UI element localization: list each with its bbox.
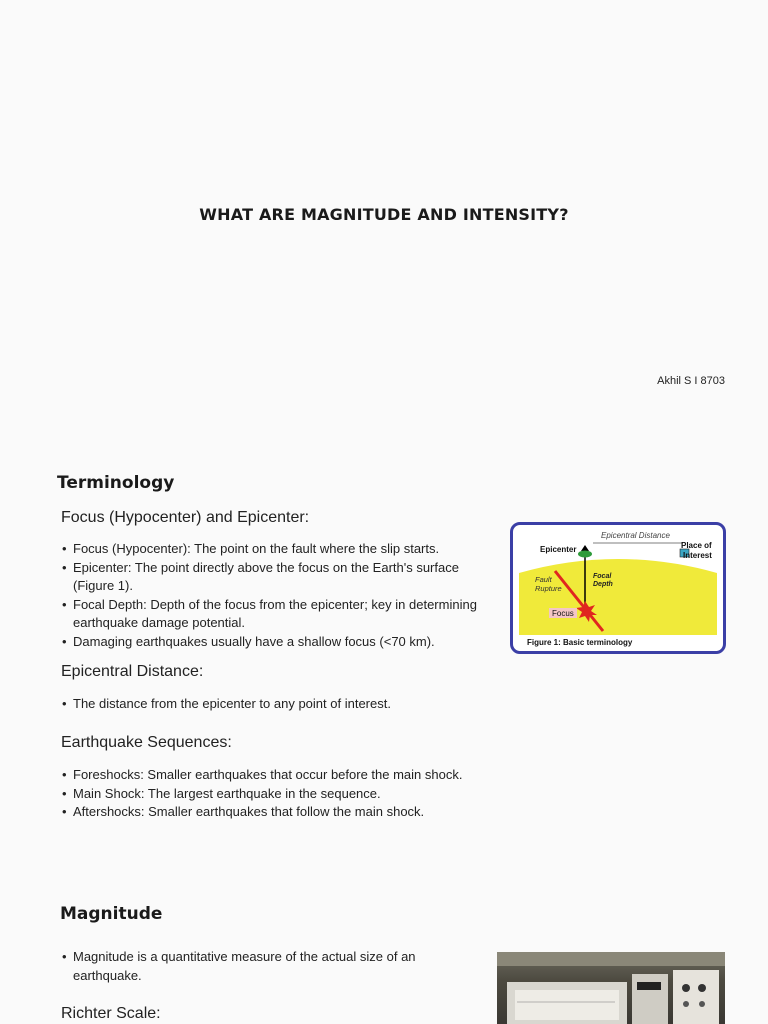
list-item: • Focus (Hypocenter): The point on the fault where the slip starts. — [62, 540, 482, 559]
epicenter-label: Epicenter — [540, 545, 577, 554]
fault-label-1: Fault — [535, 575, 552, 584]
seismograph-image — [497, 952, 725, 1024]
list-item: • Epicenter: The point directly above the focus on the Earth's surface (Figure 1). — [62, 559, 482, 596]
place-of-interest-label-1: Place of — [681, 541, 712, 550]
fault-label-2: Rupture — [535, 584, 562, 593]
list-item: • Aftershocks: Smaller earthquakes that follow the main shock. — [62, 803, 467, 822]
earthquake-sequences-heading: Earthquake Sequences: — [61, 734, 232, 751]
magnitude-list — [62, 948, 467, 985]
list-item: • The distance from the epicenter to any point of interest. — [62, 695, 482, 714]
epicentral-distance-label: Epicentral Distance — [601, 531, 670, 540]
sequences-list — [62, 766, 467, 822]
seismograph-photo — [497, 952, 725, 1024]
epicentral-distance-heading: Epicentral Distance: — [61, 663, 204, 680]
list-item: • Damaging earthquakes usually have a shallow focus (<70 km). — [62, 633, 482, 652]
focus-list — [62, 540, 482, 651]
focal-depth-label-1: Focal — [593, 573, 612, 580]
focus-label: Focus — [552, 609, 574, 618]
author-label: Akhil S I 8703 — [657, 375, 725, 387]
list-item: • Magnitude is a quantitative measure of the actual size of an earthquake. — [62, 948, 467, 985]
place-of-interest-label-2: Interest — [683, 551, 712, 560]
list-item: • Focal Depth: Depth of the focus from the epicenter; key in determining earthquake damage potential. — [62, 596, 482, 633]
epicenter-marker — [578, 551, 592, 558]
ground-shape — [519, 559, 717, 635]
epicentral-list — [62, 695, 482, 714]
figure-basic-terminology — [510, 522, 726, 654]
magnitude-heading: Magnitude — [60, 904, 163, 924]
list-item: • Main Shock: The largest earthquake in the sequence. — [62, 785, 467, 804]
terminology-heading: Terminology — [57, 473, 175, 493]
focus-heading: Focus (Hypocenter) and Epicenter: — [61, 509, 310, 526]
page-title: WHAT ARE MAGNITUDE AND INTENSITY? — [199, 205, 569, 224]
focal-depth-label-2: Depth — [593, 581, 613, 588]
earthquake-diagram — [513, 525, 723, 651]
list-item: • Foreshocks: Smaller earthquakes that occur before the main shock. — [62, 766, 467, 785]
richter-heading: Richter Scale: — [61, 1005, 161, 1022]
figure-caption: Figure 1: Basic terminology — [527, 638, 633, 647]
arrow-head — [581, 545, 589, 551]
